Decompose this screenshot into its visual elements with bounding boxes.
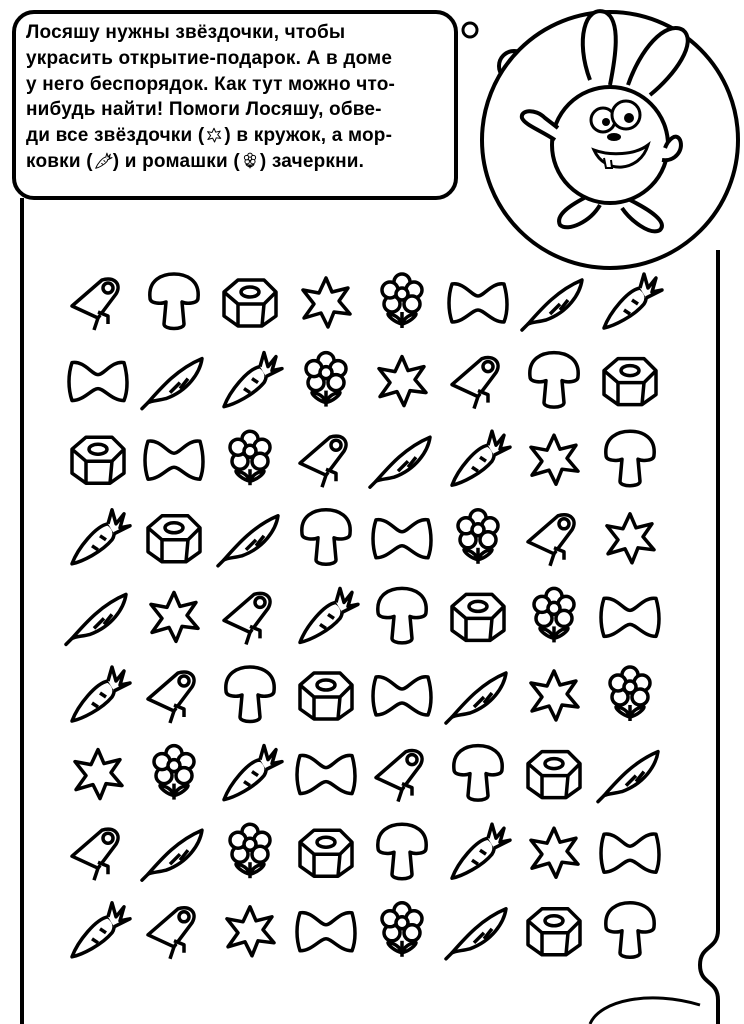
star-icon[interactable] [151,592,198,641]
flower-icon[interactable] [306,353,346,407]
feather-icon[interactable] [142,359,202,409]
flower-icon[interactable] [458,510,498,564]
nut-icon[interactable] [224,280,276,326]
carrot-icon[interactable] [72,667,130,721]
nut-icon[interactable] [300,830,352,876]
feather-icon[interactable] [218,516,278,566]
star-icon[interactable] [303,278,350,327]
feather-icon[interactable] [370,437,430,487]
flower-icon[interactable] [382,903,422,957]
bow-icon[interactable] [449,284,507,322]
nut-icon[interactable] [300,673,352,719]
flower-icon[interactable] [382,274,422,328]
star-icon[interactable] [607,514,654,563]
mushroom-icon[interactable] [378,588,426,643]
feather-icon[interactable] [598,752,658,802]
instruction-line: Лосяшу нужны звёздочки, чтобы [26,22,346,43]
carrot-icon[interactable] [300,588,358,642]
flower-icon[interactable] [154,746,194,800]
carrot-icon[interactable] [224,746,282,800]
feather-icon[interactable] [66,594,126,644]
nut-icon[interactable] [148,516,200,562]
star-icon[interactable] [531,671,578,720]
bow-icon[interactable] [297,755,355,793]
star-icon[interactable] [75,750,122,799]
pin-icon[interactable] [148,672,194,723]
mushroom-icon[interactable] [454,746,502,801]
pin-icon[interactable] [224,593,270,644]
bow-icon[interactable] [373,520,431,558]
star-icon[interactable] [531,828,578,877]
bow-icon[interactable] [297,913,355,951]
bow-icon[interactable] [373,677,431,715]
mushroom-icon[interactable] [606,431,654,486]
mushroom-icon[interactable] [302,510,350,565]
pin-icon[interactable] [72,829,118,880]
nut-icon[interactable] [528,752,580,798]
star-icon[interactable] [227,907,274,956]
carrot-icon[interactable] [72,510,130,564]
instruction-line: ковки ( ) и ромашки ( ) зачеркни. [26,150,365,172]
carrot-icon[interactable] [452,824,510,878]
pin-icon[interactable] [452,358,498,409]
instruction-line: нибудь найти! Помоги Лосяшу, обве- [26,99,382,121]
flower-icon[interactable] [534,588,574,642]
instruction-line: у него беспорядок. Как тут можно что- [26,73,396,95]
star-icon[interactable] [531,435,578,484]
carrot-icon[interactable] [72,903,130,957]
star-icon[interactable] [379,357,426,406]
instruction-line: украсить открытие-подарок. А в доме [26,47,393,69]
nut-icon[interactable] [72,437,124,483]
bow-icon[interactable] [601,834,659,872]
pin-icon[interactable] [72,279,118,330]
mushroom-icon[interactable] [150,274,198,329]
flower-icon[interactable] [610,667,650,721]
mushroom-icon[interactable] [226,667,274,722]
flower-icon[interactable] [230,824,270,878]
feather-icon[interactable] [142,830,202,880]
flower-icon[interactable] [230,431,270,485]
feather-icon[interactable] [446,909,506,959]
nut-icon[interactable] [452,594,504,640]
pin-icon[interactable] [528,515,574,566]
feather-icon[interactable] [522,280,582,330]
bow-icon[interactable] [145,441,203,479]
nut-icon[interactable] [604,359,656,405]
nut-icon[interactable] [528,909,580,955]
pin-icon[interactable] [148,908,194,959]
pin-icon[interactable] [300,436,346,487]
carrot-icon[interactable] [452,431,510,485]
mushroom-icon[interactable] [606,903,654,958]
pin-icon[interactable] [376,751,422,802]
bow-icon[interactable] [601,598,659,636]
carrot-icon[interactable] [604,274,662,328]
mushroom-icon[interactable] [530,353,578,408]
instruction-line: ди все звёздочки ( ) в кружок, а мор- [26,125,393,147]
carrot-icon[interactable] [224,353,282,407]
mushroom-icon[interactable] [378,824,426,879]
bow-icon[interactable] [69,362,127,400]
feather-icon[interactable] [446,673,506,723]
